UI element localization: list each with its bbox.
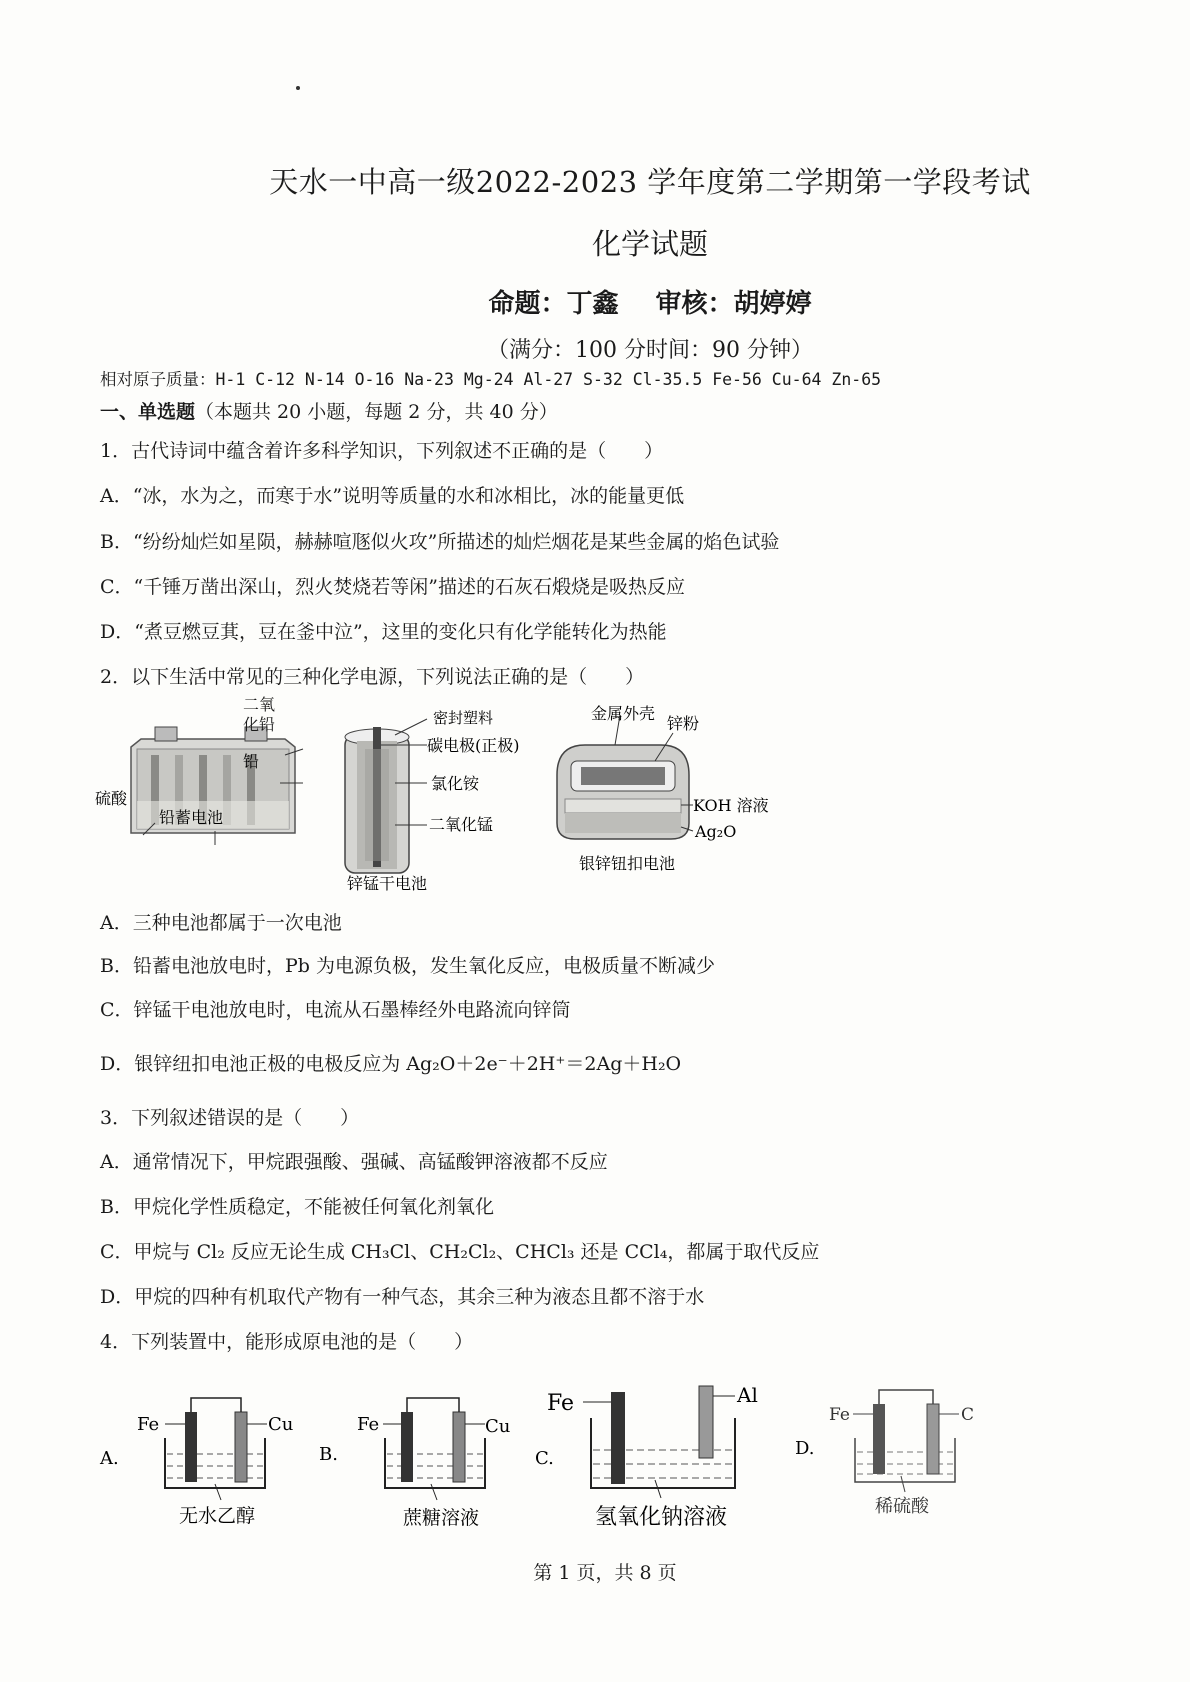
lead-caption: 铅蓄电池 <box>159 808 224 827</box>
zincmn-seal-label: 密封塑料 <box>433 709 494 727</box>
device-d-left: Fe <box>829 1405 850 1425</box>
device-b-solution: 蔗糖溶液 <box>403 1507 480 1529</box>
section-heading <box>100 397 558 424</box>
reviewer: 审核：胡婷婷 <box>655 289 812 319</box>
silver-zn-label: 锌粉 <box>667 714 700 733</box>
zincmn-carbon-label: 碳电极(正极) <box>427 736 520 755</box>
score-time: （满分：100 分时间：90 分钟） <box>487 338 813 363</box>
question-1-option-a: A．“冰，水为之，而寒于水”说明等质量的水和冰相比，冰的能量更低 <box>100 485 685 507</box>
silver-ag2o-label: Ag₂O <box>695 822 737 841</box>
silver-zinc-cell-drawing <box>557 715 693 839</box>
question-1-option-b: B．“纷纷灿烂如星陨，赫赫喧豗似火攻”所描述的灿烂烟花是某些金属的焰色试验 <box>100 531 780 553</box>
section-title: 一、单选题 <box>100 401 196 423</box>
question-1-stem: 1．古代诗词中蕴含着许多科学知识，下列叙述不正确的是（ ） <box>100 440 664 462</box>
galvanic-cell-figure <box>95 1368 1015 1538</box>
page-footer: 第 1 页，共 8 页 <box>533 1562 677 1584</box>
lead-pbo2-text: 二氧化铅 <box>243 695 276 734</box>
question-2-option-d: D．银锌纽扣电池正极的电极反应为 Ag₂O＋2e⁻＋2H⁺＝2Ag＋H₂O <box>100 1053 682 1075</box>
device-c-solution: 氢氧化钠溶液 <box>595 1505 728 1530</box>
device-c-right: Al <box>737 1383 758 1407</box>
zincmn-nh4cl-label: 氯化铵 <box>431 774 480 793</box>
question-1-option-d: D．“煮豆燃豆萁，豆在釜中泣”，这里的变化只有化学能转化为热能 <box>100 621 667 643</box>
device-b-left: Fe <box>357 1414 380 1435</box>
device-d-solution: 稀硫酸 <box>875 1496 929 1517</box>
question-2-option-c: C．锌锰干电池放电时，电流从石墨棒经外电路流向锌筒 <box>100 999 571 1021</box>
device-c-left: Fe <box>547 1391 575 1416</box>
atomic-mass: 相对原子质量：H-1 C-12 N-14 O-16 Na-23 Mg-24 Al-27 S-32 Cl-35.5 Fe-56 Cu-64 Zn-65 <box>100 370 882 389</box>
silver-koh-label: KOH 溶液 <box>693 796 769 815</box>
device-d <box>795 1390 974 1517</box>
battery-figure <box>95 695 855 895</box>
question-4-stem: 4．下列装置中，能形成原电池的是（ ） <box>100 1331 474 1353</box>
question-1-option-c: C．“千锤万凿出深山，烈火焚烧若等闲”描述的石灰石煅烧是吸热反应 <box>100 576 685 598</box>
question-3-option-b: B．甲烷化学性质稳定，不能被任何氧化剂氧化 <box>100 1196 494 1218</box>
speck <box>296 86 300 90</box>
device-d-right: C <box>961 1405 975 1425</box>
device-d-letter: D. <box>795 1438 815 1459</box>
subject-title: 化学试题 <box>591 227 708 261</box>
device-a-right: Cu <box>268 1414 294 1435</box>
device-a-letter: A. <box>100 1448 119 1469</box>
device-b-right: Cu <box>485 1416 511 1437</box>
device-a-left: Fe <box>137 1414 160 1435</box>
question-3-option-c: C．甲烷与 Cl₂ 反应无论生成 CH₃Cl、CH₂Cl₂、CHCl₃ 还是 CCl₄，都属于取代反应 <box>100 1241 820 1263</box>
device-c <box>535 1383 758 1530</box>
author: 命题：丁鑫 <box>488 289 619 319</box>
zinc-manganese-cell-drawing <box>345 719 427 873</box>
device-b <box>319 1398 510 1529</box>
question-3-option-d: D．甲烷的四种有机取代产物有一种气态，其余三种为液态且都不溶于水 <box>100 1286 705 1308</box>
question-2-option-b: B．铅蓄电池放电时，Pb 为电源负极，发生氧化反应，电极质量不断减少 <box>100 955 715 977</box>
device-a-solution: 无水乙醇 <box>179 1505 256 1527</box>
question-2-option-a: A．三种电池都属于一次电池 <box>100 912 342 934</box>
device-b-letter: B. <box>319 1444 338 1465</box>
silver-shell-label: 金属外壳 <box>591 704 656 723</box>
question-3-stem: 3．下列叙述错误的是（ ） <box>100 1107 360 1129</box>
question-2-stem: 2．以下生活中常见的三种化学电源，下列说法正确的是（ ） <box>100 666 645 688</box>
zincmn-caption: 锌锰干电池 <box>347 874 428 893</box>
section-note: （本题共 20 小题，每题 2 分，共 40 分） <box>195 401 558 423</box>
exam-title: 天水一中高一级2022-2023 学年度第二学期第一学段考试 <box>269 165 1031 199</box>
device-a <box>99 1398 293 1527</box>
question-3-option-a: A．通常情况下，甲烷跟强酸、强碱、高锰酸钾溶液都不反应 <box>100 1151 608 1173</box>
author-line <box>0 283 1190 320</box>
lead-acid-label: 硫酸 <box>95 789 128 808</box>
lead-pb-label: 铅 <box>243 752 260 771</box>
silver-caption: 银锌钮扣电池 <box>579 854 676 873</box>
device-c-letter: C. <box>535 1448 554 1469</box>
zincmn-mno2-label: 二氧化锰 <box>429 815 494 834</box>
